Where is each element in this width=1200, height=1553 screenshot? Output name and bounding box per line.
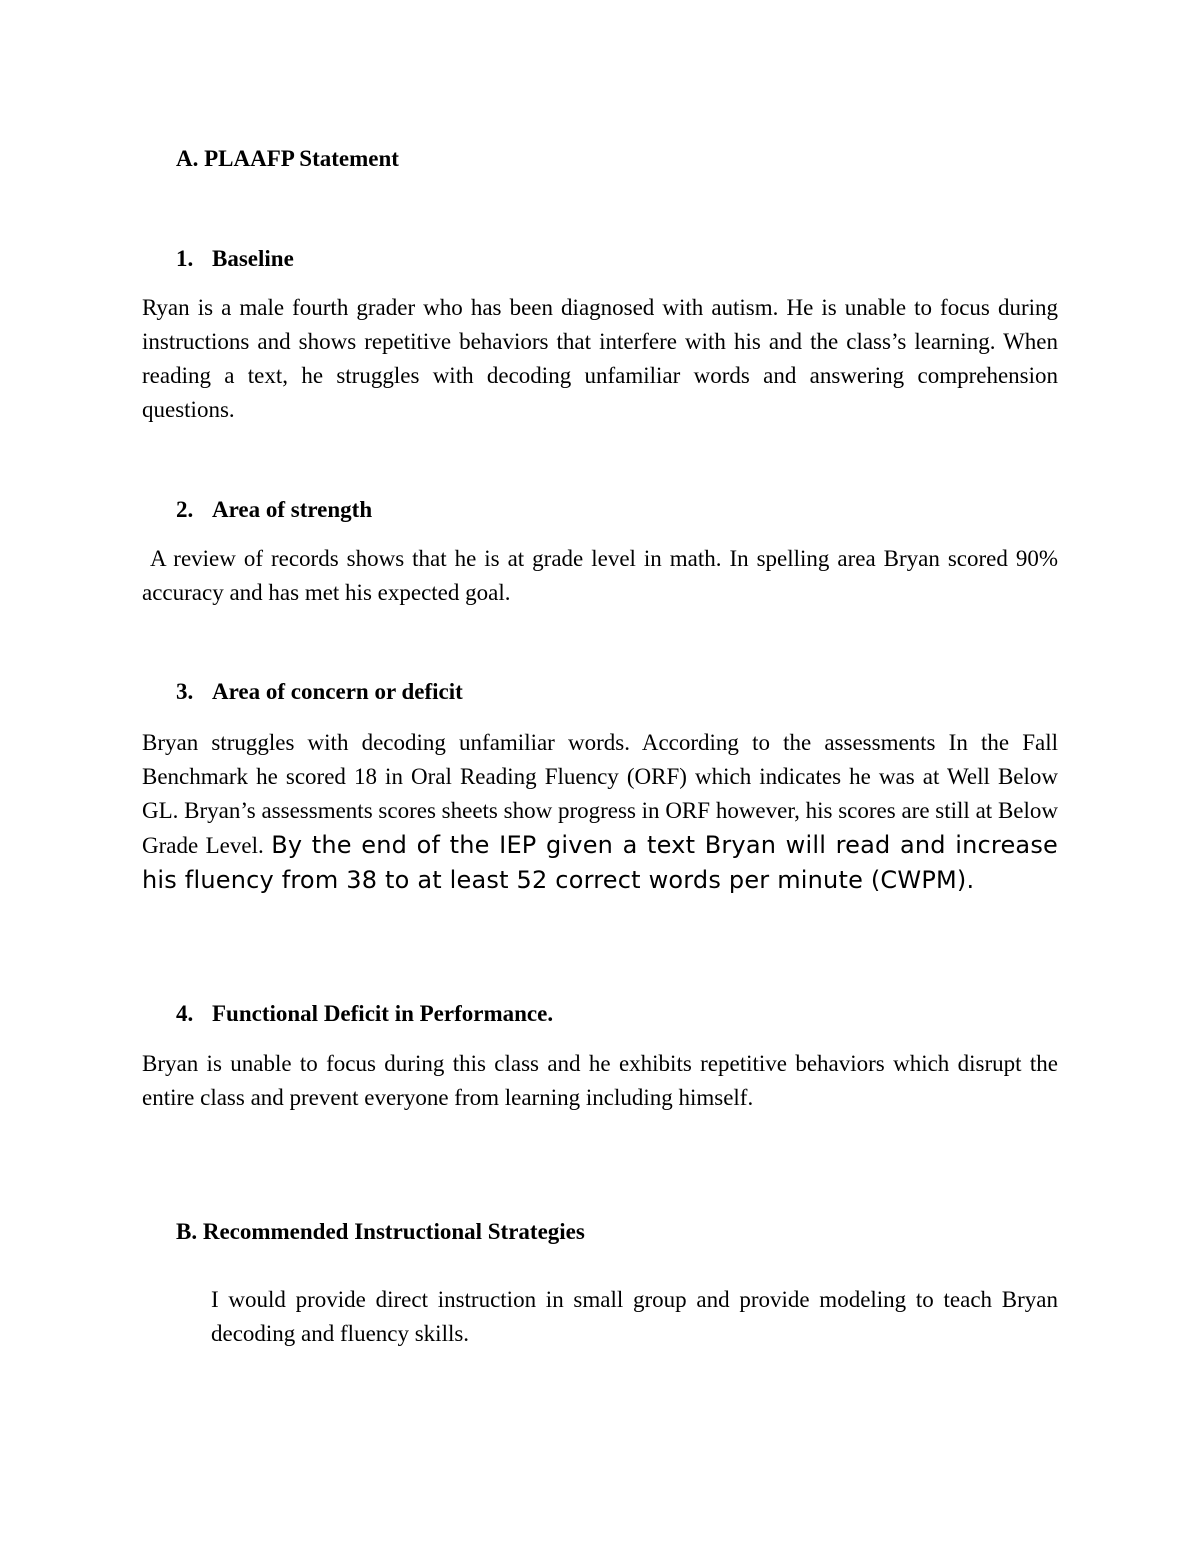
strength-paragraph: A review of records shows that he is at grade level in math. In spelling area Bryan scored 90% accuracy and has met his expected goal.	[142, 546, 1064, 605]
item-4-number: 4.	[176, 1001, 194, 1026]
item-1-heading	[176, 245, 294, 273]
item-4-heading	[176, 1000, 553, 1028]
item-2-heading	[176, 496, 372, 524]
iep-goal-text: By the end of the IEP given a text Bryan will read and increase his fluency from 38 to at least 52 correct words per minute (CWPM).	[142, 831, 1059, 894]
item-2-title: Area of strength	[212, 497, 373, 522]
item-4-title: Functional Deficit in Performance.	[212, 1001, 554, 1026]
item-3-title: Area of concern or deficit	[212, 679, 463, 704]
item-1-number: 1.	[176, 246, 194, 271]
item-1-title: Baseline	[212, 246, 294, 271]
item-3-heading	[176, 678, 463, 706]
concern-text: Bryan struggles with decoding unfamiliar words. According to the assessments In the Fall Benchmark he scored 18 in Oral Reading Fluency (ORF) which indicates he was at Well Below GL. Bryan’s assessments scores sheets show progress in ORF however, his scores are still at Below Grade Level.	[142, 730, 1058, 858]
strategies-paragraph: I would provide direct instruction in small group and provide modeling to teach Bryan decoding and fluency skills.	[211, 1287, 1058, 1346]
item-3-number: 3.	[176, 679, 194, 704]
concern-paragraph	[142, 726, 1058, 898]
functional-deficit-paragraph: Bryan is unable to focus during this class and he exhibits repetitive behaviors which disrupt the entire class and prevent everyone from learning including himself.	[142, 1051, 1058, 1110]
baseline-paragraph: Ryan is a male fourth grader who has been diagnosed with autism. He is unable to focus during instructions and shows repetitive behaviors that interfere with his and the class’s learning. When reading a text, he struggles with decoding unfamiliar words and answering comprehension questions.	[142, 295, 1058, 422]
item-2-number: 2.	[176, 497, 194, 522]
section-b-title: B. Recommended Instructional Strategies	[176, 1219, 585, 1244]
section-a-title: A. PLAAFP Statement	[176, 146, 399, 171]
